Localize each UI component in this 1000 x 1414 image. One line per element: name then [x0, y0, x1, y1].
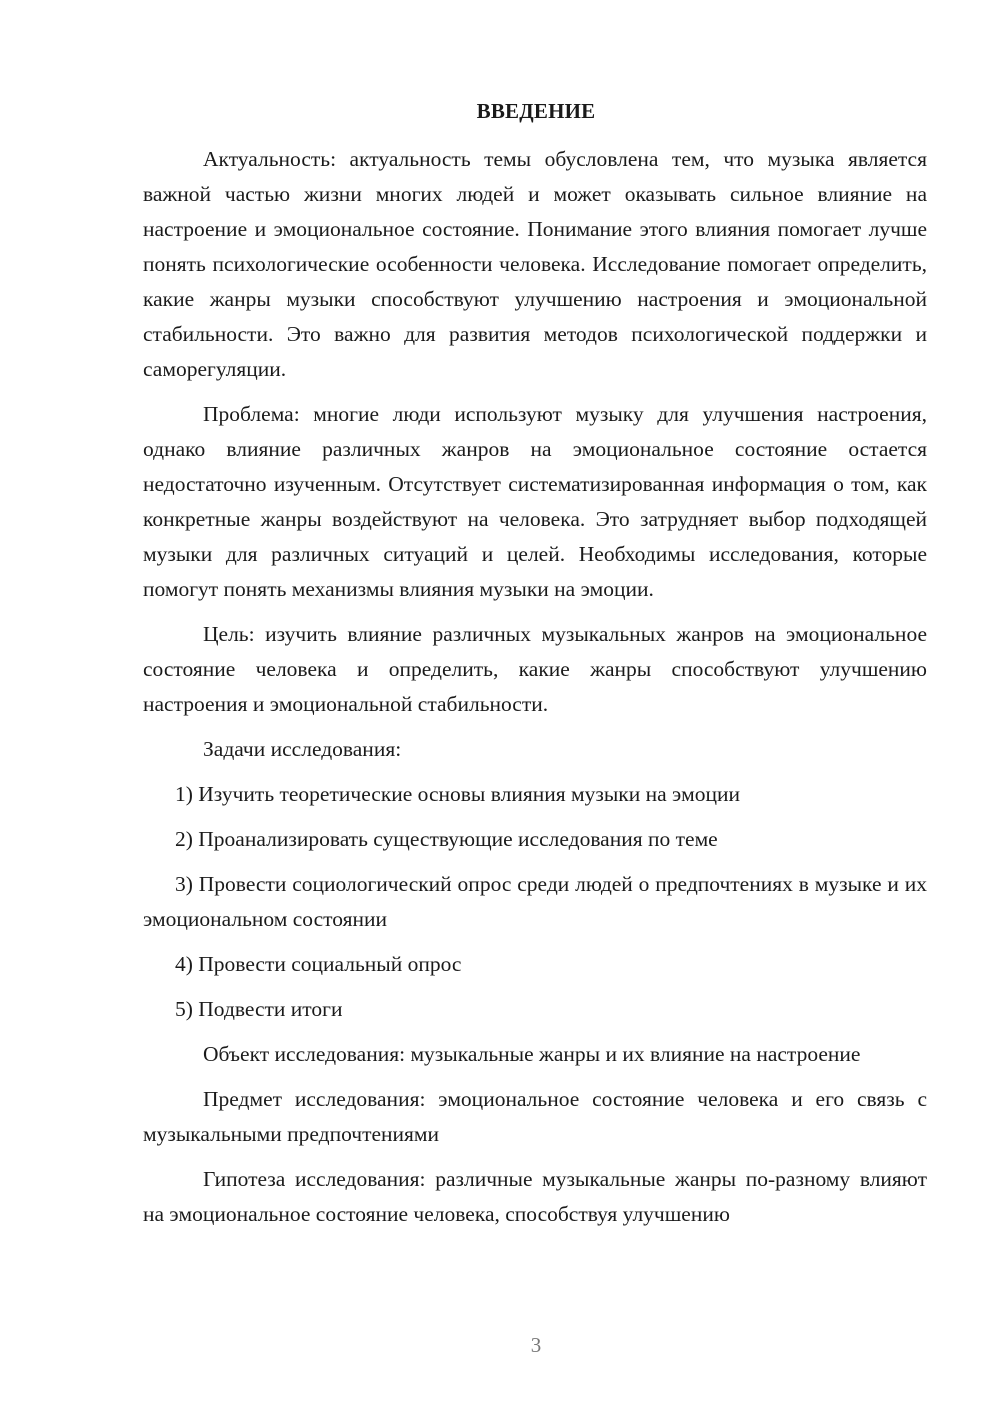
list-item-task-5: 5) Подвести итоги	[175, 997, 343, 1021]
body-text	[143, 142, 927, 1242]
paragraph-subject: Предмет исследования: эмоциональное состояние человека и его связь с музыкальными предпочтениями	[143, 1087, 927, 1146]
list-item-task-4: 4) Провести социальный опрос	[175, 952, 462, 976]
paragraph-tasks-heading: Задачи исследования:	[203, 737, 402, 761]
paragraph-hypothesis: Гипотеза исследования: различные музыкальные жанры по-разному влияют на эмоциональное состояние человека, способствуя улучшению	[143, 1167, 927, 1226]
paragraph-object: Объект исследования: музыкальные жанры и их влияние на настроение	[203, 1042, 861, 1066]
paragraph-problem: Проблема: многие люди используют музыку для улучшения настроения, однако влияние различных жанров на эмоциональное состояние остается недостаточно изученным. Отсутствует систематизированная информация о том, как конкретные жанры воздействуют на человека. Это затрудняет выбор подходящей музыки для различных ситуаций и целей. Необходимы исследования, которые помогут понять механизмы влияния музыки на эмоции.	[143, 402, 927, 601]
page-title: ВВЕДЕНИЕ	[476, 99, 596, 123]
list-item-task-2: 2) Проанализировать существующие исследования по теме	[175, 827, 718, 851]
list-item-task-1: 1) Изучить теоретические основы влияния музыки на эмоции	[175, 782, 740, 806]
list-item-task-3: 3) Провести социологический опрос среди людей о предпочтениях в музыке и их эмоциональном состоянии	[143, 872, 927, 931]
paragraph-relevance: Актуальность: актуальность темы обусловлена тем, что музыка является важной частью жизни многих людей и может оказывать сильное влияние на настроение и эмоциональное состояние. Понимание этого влияния помогает лучше понять психологические особенности человека. Исследование помогает определить, какие жанры музыки способствуют улучшению настроения и эмоциональной стабильности. Это важно для развития методов психологической поддержки и саморегуляции.	[143, 147, 927, 381]
paragraph-goal: Цель: изучить влияние различных музыкальных жанров на эмоциональное состояние человека и определить, какие жанры способствуют улучшению настроения и эмоциональной стабильности.	[143, 622, 927, 716]
page-number: 3	[530, 1333, 542, 1357]
